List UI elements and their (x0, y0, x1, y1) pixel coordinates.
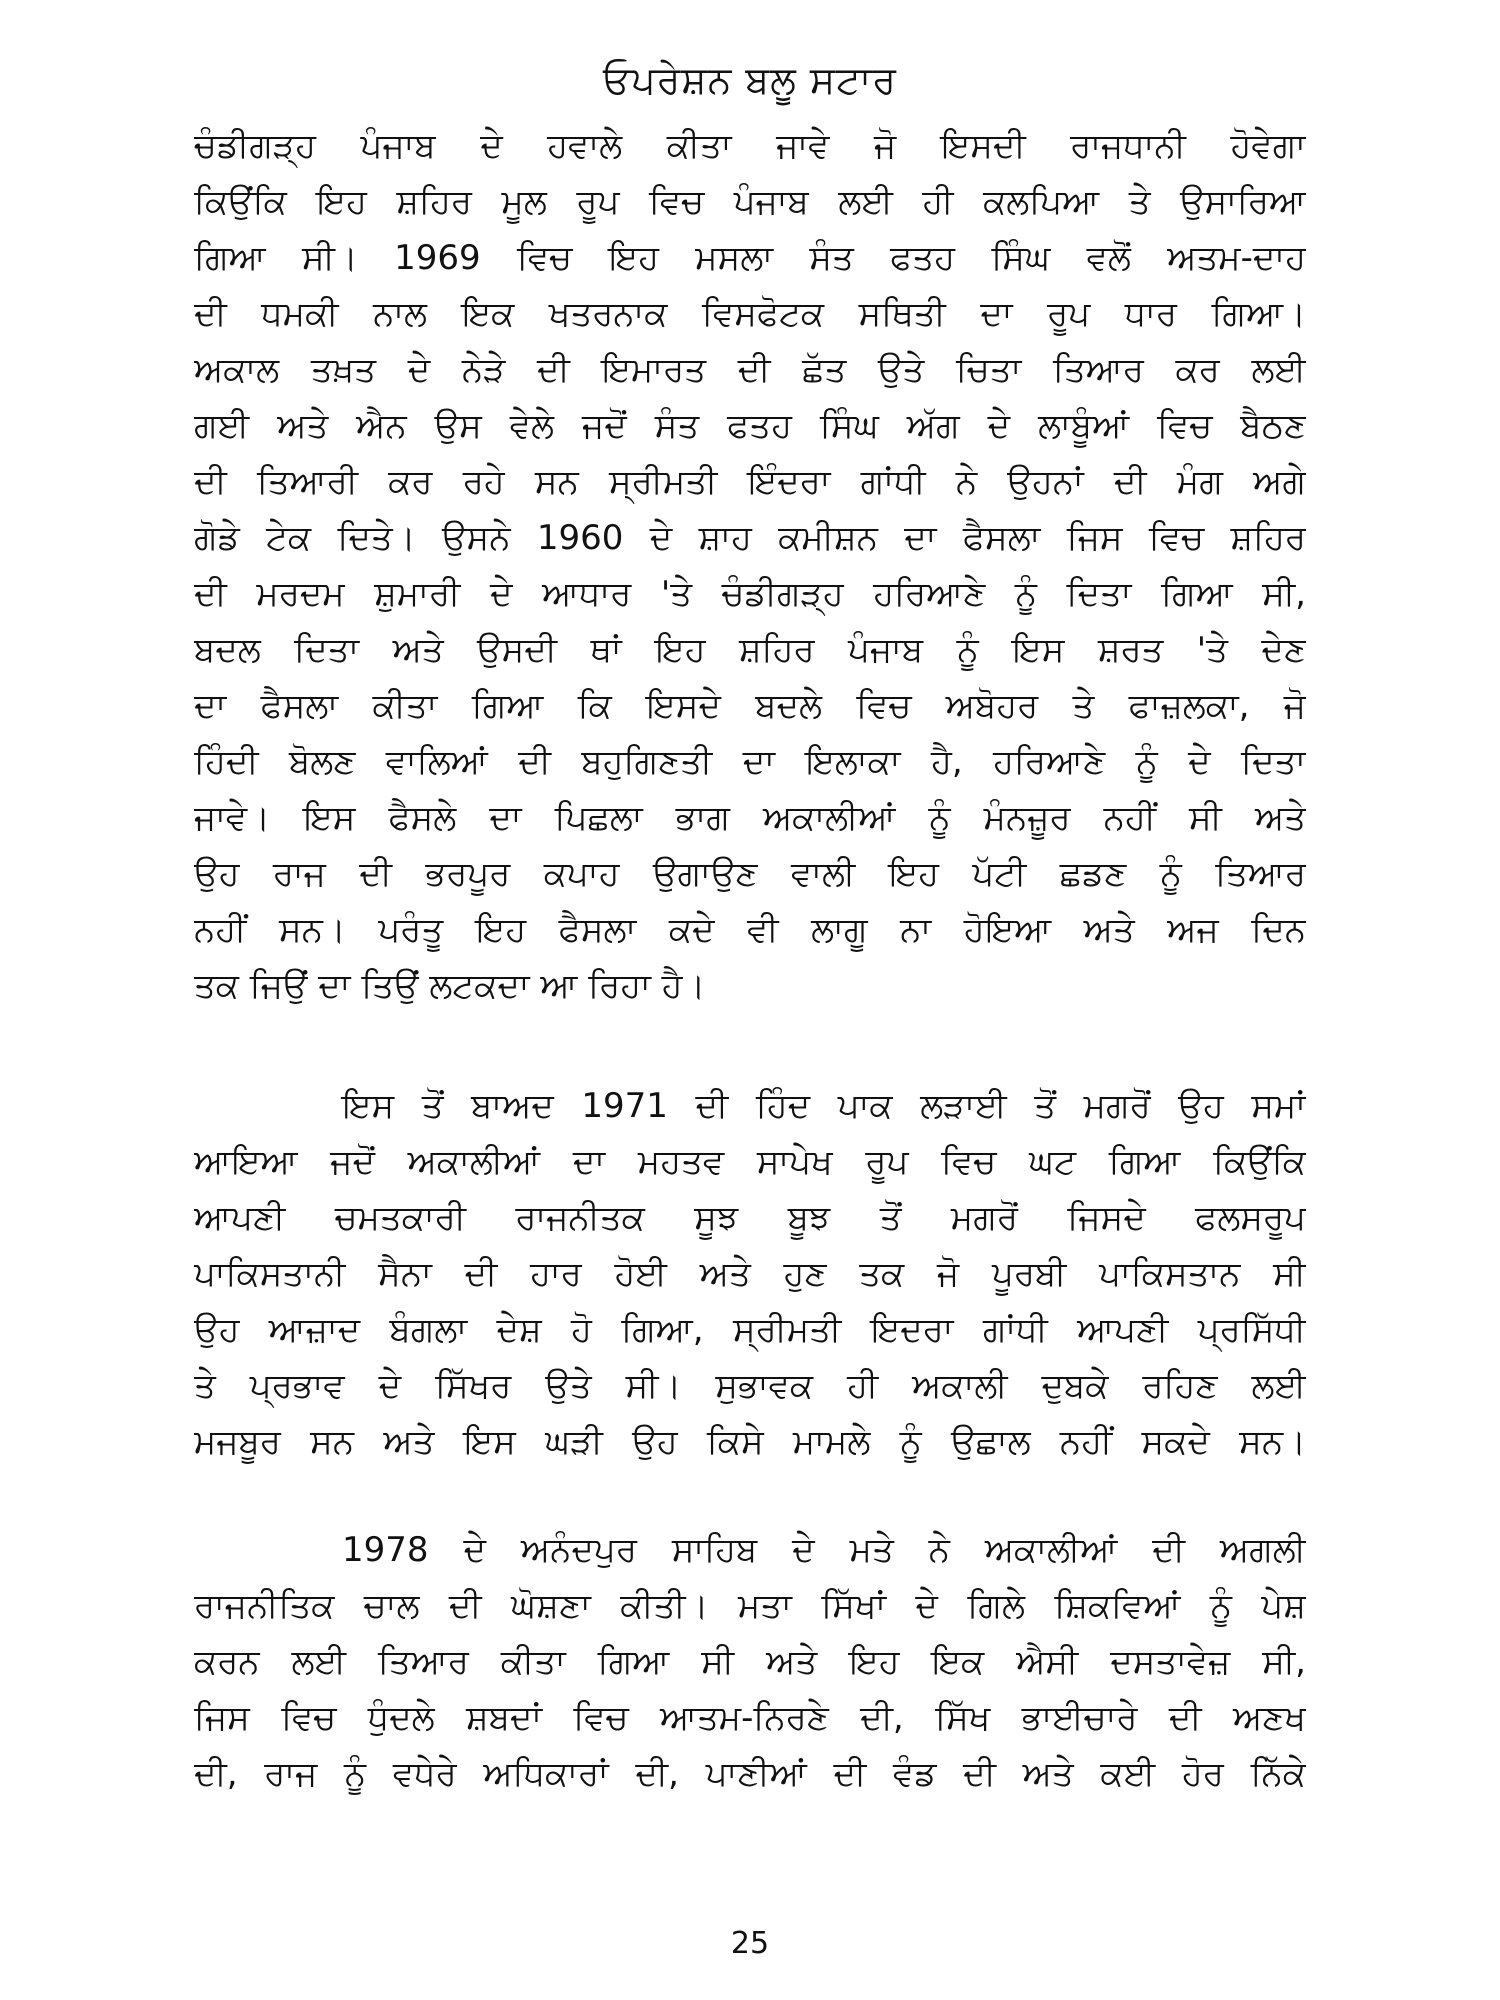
text-line: ਨਹੀਂ ਸਨ। ਪਰੰਤੂ ਇਹ ਫੈਸਲਾ ਕਦੇ ਵੀ ਲਾਗੂ ਨਾ ਹੋਇਆ ਅਤੇ ਅਜ ਦਿਨ (194, 910, 1306, 950)
text-line: ਪਾਕਿਸਤਾਨੀ ਸੈਨਾ ਦੀ ਹਾਰ ਹੋਈ ਅਤੇ ਹੁਣ ਤਕ ਜੋ ਪੂਰਬੀ ਪਾਕਿਸਤਾਨ ਸੀ (194, 1254, 1306, 1294)
paragraph-spacer (194, 1470, 1306, 1522)
text-line: ਤਕ ਜਿਉਂ ਦਾ ਤਿਉਂ ਲਟਕਦਾ ਆ ਰਿਹਾ ਹੈ। (194, 966, 706, 1006)
paragraph-spacer (194, 1014, 1306, 1078)
text-line: ਹਿੰਦੀ ਬੋਲਣ ਵਾਲਿਆਂ ਦੀ ਬਹੁਗਿਣਤੀ ਦਾ ਇਲਾਕਾ ਹੈ, ਹਰਿਆਣੇ ਨੂੰ ਦੇ ਦਿਤਾ (194, 742, 1306, 782)
text-line: ਅਕਾਲ ਤਖ਼ਤ ਦੇ ਨੇੜੇ ਦੀ ਇਮਾਰਤ ਦੀ ਛੱਤ ਉਤੇ ਚਿਤਾ ਤਿਆਰ ਕਰ ਲਈ (194, 350, 1306, 390)
text-line: ਉਹ ਆਜ਼ਾਦ ਬੰਗਲਾ ਦੇਸ਼ ਹੋ ਗਿਆ, ਸ੍ਰੀਮਤੀ ਇਦਰਾ ਗਾਂਧੀ ਆਪਣੀ ਪ੍ਰਸਿੱਧੀ (194, 1310, 1306, 1350)
paragraph-3 (194, 1522, 1306, 1802)
text-line: ਗੋਡੇ ਟੇਕ ਦਿਤੇ। ਉਸਨੇ 1960 ਦੇ ਸ਼ਾਹ ਕਮੀਸ਼ਨ ਦਾ ਫੈਸਲਾ ਜਿਸ ਵਿਚ ਸ਼ਹਿਰ (194, 518, 1306, 558)
text-line: ਤੇ ਪ੍ਰਭਾਵ ਦੇ ਸਿੱਖਰ ਉਤੇ ਸੀ। ਸੁਭਾਵਕ ਹੀ ਅਕਾਲੀ ਦੁਬਕੇ ਰਹਿਣ ਲਈ (194, 1366, 1306, 1406)
text-line: ਦੀ ਮਰਦਮ ਸ਼ੁਮਾਰੀ ਦੇ ਆਧਾਰ 'ਤੇ ਚੰਡੀਗੜ੍ਹ ਹਰਿਆਣੇ ਨੂੰ ਦਿਤਾ ਗਿਆ ਸੀ, (194, 574, 1306, 614)
text-line: ਦੀ ਧਮਕੀ ਨਾਲ ਇਕ ਖਤਰਨਾਕ ਵਿਸਫੋਟਕ ਸਥਿਤੀ ਦਾ ਰੂਪ ਧਾਰ ਗਿਆ। (194, 294, 1306, 334)
page-number: 25 (730, 1926, 770, 1961)
text-line: ਜਾਵੇ। ਇਸ ਫੈਸਲੇ ਦਾ ਪਿਛਲਾ ਭਾਗ ਅਕਾਲੀਆਂ ਨੂੰ ਮੰਨਜ਼ੂਰ ਨਹੀਂ ਸੀ ਅਤੇ (194, 798, 1306, 838)
paragraph-1 (194, 118, 1306, 1014)
text-line: ਆਪਣੀ ਚਮਤਕਾਰੀ ਰਾਜਨੀਤਕ ਸੂਝ ਬੂਝ ਤੋਂ ਮਗਰੋਂ ਜਿਸਦੇ ਫਲਸਰੂਪ (194, 1198, 1306, 1238)
paragraph-2 (194, 1078, 1306, 1470)
text-line: ਦੀ ਤਿਆਰੀ ਕਰ ਰਹੇ ਸਨ ਸ੍ਰੀਮਤੀ ਇੰਦਰਾ ਗਾਂਧੀ ਨੇ ਉਹਨਾਂ ਦੀ ਮੰਗ ਅਗੇ (194, 462, 1306, 502)
running-header: ਓਪਰੇਸ਼ਨ ਬਲੂ ਸਟਾਰ (603, 58, 897, 102)
text-line: ਗਈ ਅਤੇ ਐਨ ਉਸ ਵੇਲੇ ਜਦੋਂ ਸੰਤ ਫਤਹ ਸਿੰਘ ਅੱਗ ਦੇ ਲਾਬੂੰਆਂ ਵਿਚ ਬੈਠਣ (194, 406, 1306, 446)
text-line: ਆਇਆ ਜਦੋਂ ਅਕਾਲੀਆਂ ਦਾ ਮਹਤਵ ਸਾਪੇਖ ਰੂਪ ਵਿਚ ਘਟ ਗਿਆ ਕਿਉਂਕਿ (194, 1142, 1306, 1182)
text-line: ਗਿਆ ਸੀ। 1969 ਵਿਚ ਇਹ ਮਸਲਾ ਸੰਤ ਫਤਹ ਸਿੰਘ ਵਲੋਂ ਅਤਮ-ਦਾਹ (194, 238, 1306, 278)
text-line: ਜਿਸ ਵਿਚ ਧੁੰਦਲੇ ਸ਼ਬਦਾਂ ਵਿਚ ਆਤਮ-ਨਿਰਣੇ ਦੀ, ਸਿੱਖ ਭਾਈਚਾਰੇ ਦੀ ਅਣਖ (194, 1698, 1306, 1738)
text-line: 1978 ਦੇ ਅਨੰਦਪੁਰ ਸਾਹਿਬ ਦੇ ਮਤੇ ਨੇ ਅਕਾਲੀਆਂ ਦੀ ਅਗਲੀ (342, 1530, 1306, 1570)
text-line: ਦੀ, ਰਾਜ ਨੂੰ ਵਧੇਰੇ ਅਧਿਕਾਰਾਂ ਦੀ, ਪਾਣੀਆਂ ਦੀ ਵੰਡ ਦੀ ਅਤੇ ਕਈ ਹੋਰ ਨਿੱਕੇ (194, 1754, 1306, 1794)
text-line: ਮਜਬੂਰ ਸਨ ਅਤੇ ਇਸ ਘੜੀ ਉਹ ਕਿਸੇ ਮਾਮਲੇ ਨੂੰ ਉਛਾਲ ਨਹੀਂ ਸਕਦੇ ਸਨ। (194, 1422, 1306, 1462)
text-line: ਦਾ ਫੈਸਲਾ ਕੀਤਾ ਗਿਆ ਕਿ ਇਸਦੇ ਬਦਲੇ ਵਿਚ ਅਬੋਹਰ ਤੇ ਫਾਜ਼ਲਕਾ, ਜੋ (194, 686, 1306, 726)
text-line: ਇਸ ਤੋਂ ਬਾਅਦ 1971 ਦੀ ਹਿੰਦ ਪਾਕ ਲੜਾਈ ਤੋਂ ਮਗਰੋਂ ਉਹ ਸਮਾਂ (342, 1086, 1306, 1126)
text-line: ਕਰਨ ਲਈ ਤਿਆਰ ਕੀਤਾ ਗਿਆ ਸੀ ਅਤੇ ਇਹ ਇਕ ਐਸੀ ਦਸਤਾਵੇਜ਼ ਸੀ, (194, 1642, 1306, 1682)
text-line: ਚੰਡੀਗੜ੍ਹ ਪੰਜਾਬ ਦੇ ਹਵਾਲੇ ਕੀਤਾ ਜਾਵੇ ਜੋ ਇਸਦੀ ਰਾਜਧਾਨੀ ਹੋਵੇਗਾ (194, 126, 1306, 166)
text-line: ਬਦਲ ਦਿਤਾ ਅਤੇ ਉਸਦੀ ਥਾਂ ਇਹ ਸ਼ਹਿਰ ਪੰਜਾਬ ਨੂੰ ਇਸ ਸ਼ਰਤ 'ਤੇ ਦੇਣ (194, 630, 1306, 670)
text-line: ਕਿਉਂਕਿ ਇਹ ਸ਼ਹਿਰ ਮੂਲ ਰੂਪ ਵਿਚ ਪੰਜਾਬ ਲਈ ਹੀ ਕਲਪਿਆ ਤੇ ਉਸਾਰਿਆ (194, 182, 1306, 222)
body-text (194, 118, 1306, 1802)
text-line: ਉਹ ਰਾਜ ਦੀ ਭਰਪੂਰ ਕਪਾਹ ਉਗਾਉਣ ਵਾਲੀ ਇਹ ਪੱਟੀ ਛਡਣ ਨੂੰ ਤਿਆਰ (194, 854, 1306, 894)
text-line: ਰਾਜਨੀਤਿਕ ਚਾਲ ਦੀ ਘੋਸ਼ਣਾ ਕੀਤੀ। ਮਤਾ ਸਿੱਖਾਂ ਦੇ ਗਿਲੇ ਸ਼ਿਕਵਿਆਂ ਨੂੰ ਪੇਸ਼ (194, 1586, 1306, 1626)
